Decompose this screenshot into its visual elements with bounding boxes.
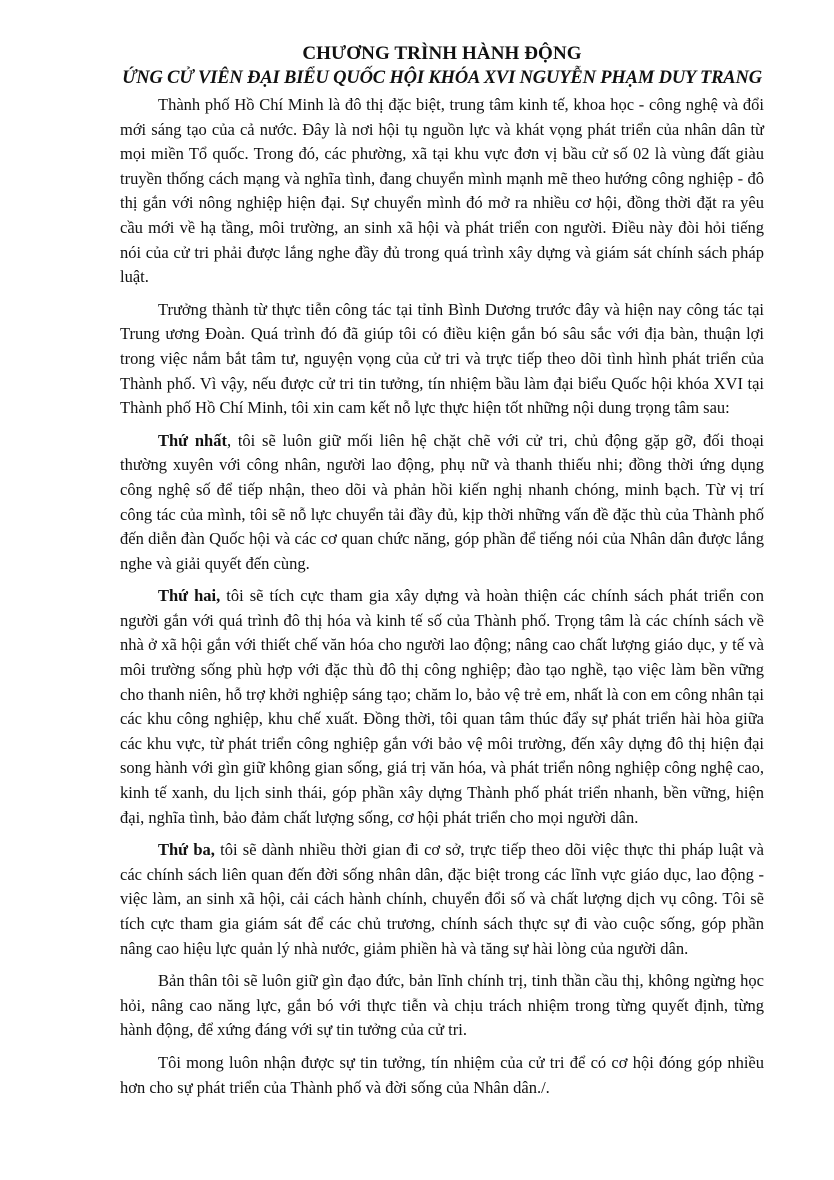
paragraph-text: Thành phố Hồ Chí Minh là đô thị đặc biệt, trung tâm kinh tế, khoa học - công nghệ và đổi mới sáng tạo của cả nước. Đây là nơi hội tụ nguồn lực và khát vọng phát triển của nhân dân từ mọi miền Tổ quốc. Trong đó, các phường, xã tại khu vực đơn vị bầu cử số 02 là vùng đất giàu truyền thống cách mạng và nghĩa tình, đang chuyển mình mạnh mẽ theo hướng công nghiệp - đô thị gắn với nông nghiệp hiện đại. Sự chuyển mình đó mở ra nhiều cơ hội, đồng thời đặt ra yêu cầu mới về hạ tầng, môi trường, an sinh xã hội và phát triển con người. Điều này đòi hỏi tiếng nói của cử tri phải được lắng nghe đầy đủ trong quá trình xây dựng và giám sát chính sách pháp luật. [120, 95, 764, 287]
paragraph-text: Bản thân tôi sẽ luôn giữ gìn đạo đức, bản lĩnh chính trị, tinh thần cầu thị, không ngừng học hỏi, nâng cao năng lực, gắn bó với thực tiễn và chịu trách nhiệm trong từng quyết định, từng hành động, để xứng đáng với sự tin tưởng của cử tri. [120, 971, 764, 1040]
paragraph-text: , tôi sẽ luôn giữ mối liên hệ chặt chẽ với cử tri, chủ động gặp gỡ, đối thoại thường xuyên với công nhân, người lao động, phụ nữ và thanh thiếu nhi; đồng thời ứng dụng công nghệ số để tiếp nhận, theo dõi và phản hồi kiến nghị nhanh chóng, minh bạch. Từ vị trí công tác của mình, tôi sẽ nỗ lực chuyển tải đầy đủ, kịp thời những vấn đề đặc thù của Thành phố đến diễn đàn Quốc hội và các cơ quan chức năng, góp phần để tiếng nói của Nhân dân được lắng nghe và giải quyết đến cùng. [120, 430, 764, 573]
document-title: CHƯƠNG TRÌNH HÀNH ĐỘNG [302, 43, 582, 64]
paragraph-text: Trưởng thành từ thực tiễn công tác tại tỉnh Bình Dương trước đây và hiện nay công tác tại Trung ương Đoàn. Quá trình đó đã giúp tôi có điều kiện gắn bó sâu sắc với địa bàn, thuận lợi trong việc nắm bắt tâm tư, nguyện vọng của cử tri và trực tiếp theo dõi tình hình phát triển của Thành phố. Vì vậy, nếu được cử tri tin tưởng, tín nhiệm bầu làm đại biểu Quốc hội khóa XVI tại Thành phố Hồ Chí Minh, tôi xin cam kết nỗ lực thực hiện tốt những nội dung trọng tâm sau: [120, 299, 764, 418]
paragraph-commitment-second [120, 584, 764, 830]
paragraph-text: tôi sẽ dành nhiều thời gian đi cơ sở, trực tiếp theo dõi việc thực thi pháp luật và các chính sách liên quan đến đời sống nhân dân, đặc biệt trong các lĩnh vực giáo dục, lao động - việc làm, an sinh xã hội, cải cách hành chính, chuyển đổi số và chất lượng dịch vụ công. Tôi sẽ tích cực tham gia giám sát để các chủ trương, chính sách thực sự đi vào cuộc sống, góp phần nâng cao hiệu lực quản lý nhà nước, giảm phiền hà và tăng sự hài lòng của người dân. [120, 840, 764, 958]
paragraph-closing [120, 1051, 764, 1100]
paragraph-commitment-third [120, 838, 764, 961]
paragraph-personal-pledge [120, 969, 764, 1043]
paragraph-text: tôi sẽ tích cực tham gia xây dựng và hoàn thiện các chính sách phát triển con người gắn với quá trình đô thị hóa và kinh tế số của Thành phố. Trọng tâm là các chính sách về nhà ở xã hội gắn với thiết chế văn hóa cho người lao động; nâng cao chất lượng giáo dục, y tế và môi trường sống phù hợp với đặc thù đô thị công nghiệp; đào tạo nghề, tạo việc làm bền vững cho thanh niên, hỗ trợ khởi nghiệp sáng tạo; chăm lo, bảo vệ trẻ em, nhất là con em công nhân tại các khu công nghiệp, khu chế xuất. Đồng thời, tôi quan tâm thúc đẩy sự phát triển hài hòa giữa các khu vực, từ phát triển công nghiệp gắn với bảo vệ môi trường, đến xây dựng đô thị hiện đại song hành với gìn giữ không gian sống, giá trị văn hóa, và phát triển nông nghiệp công nghệ cao, kinh tế xanh, du lịch sinh thái, góp phần xây dựng Thành phố phát triển nhanh, bền vững, hiện đại, nghĩa tình, bảo đảm chất lượng sống, cơ hội phát triển cho mọi người dân. [120, 586, 764, 827]
paragraph-commitment-first [120, 429, 764, 577]
paragraph-text: Tôi mong luôn nhận được sự tin tưởng, tín nhiệm của cử tri để có cơ hội đóng góp nhiều hơn cho sự phát triển của Thành phố và đời sống của Nhân dân./. [120, 1052, 764, 1097]
paragraph-lead: Thứ hai, [158, 586, 221, 606]
paragraph-background [120, 298, 764, 421]
paragraph-lead: Thứ nhất [158, 430, 227, 450]
document-subtitle: ỨNG CỬ VIÊN ĐẠI BIỂU QUỐC HỘI KHÓA XVI NGUYỄN PHẠM DUY TRANG [122, 68, 762, 88]
paragraph-lead: Thứ ba, [158, 840, 215, 860]
paragraph-intro [120, 93, 764, 290]
